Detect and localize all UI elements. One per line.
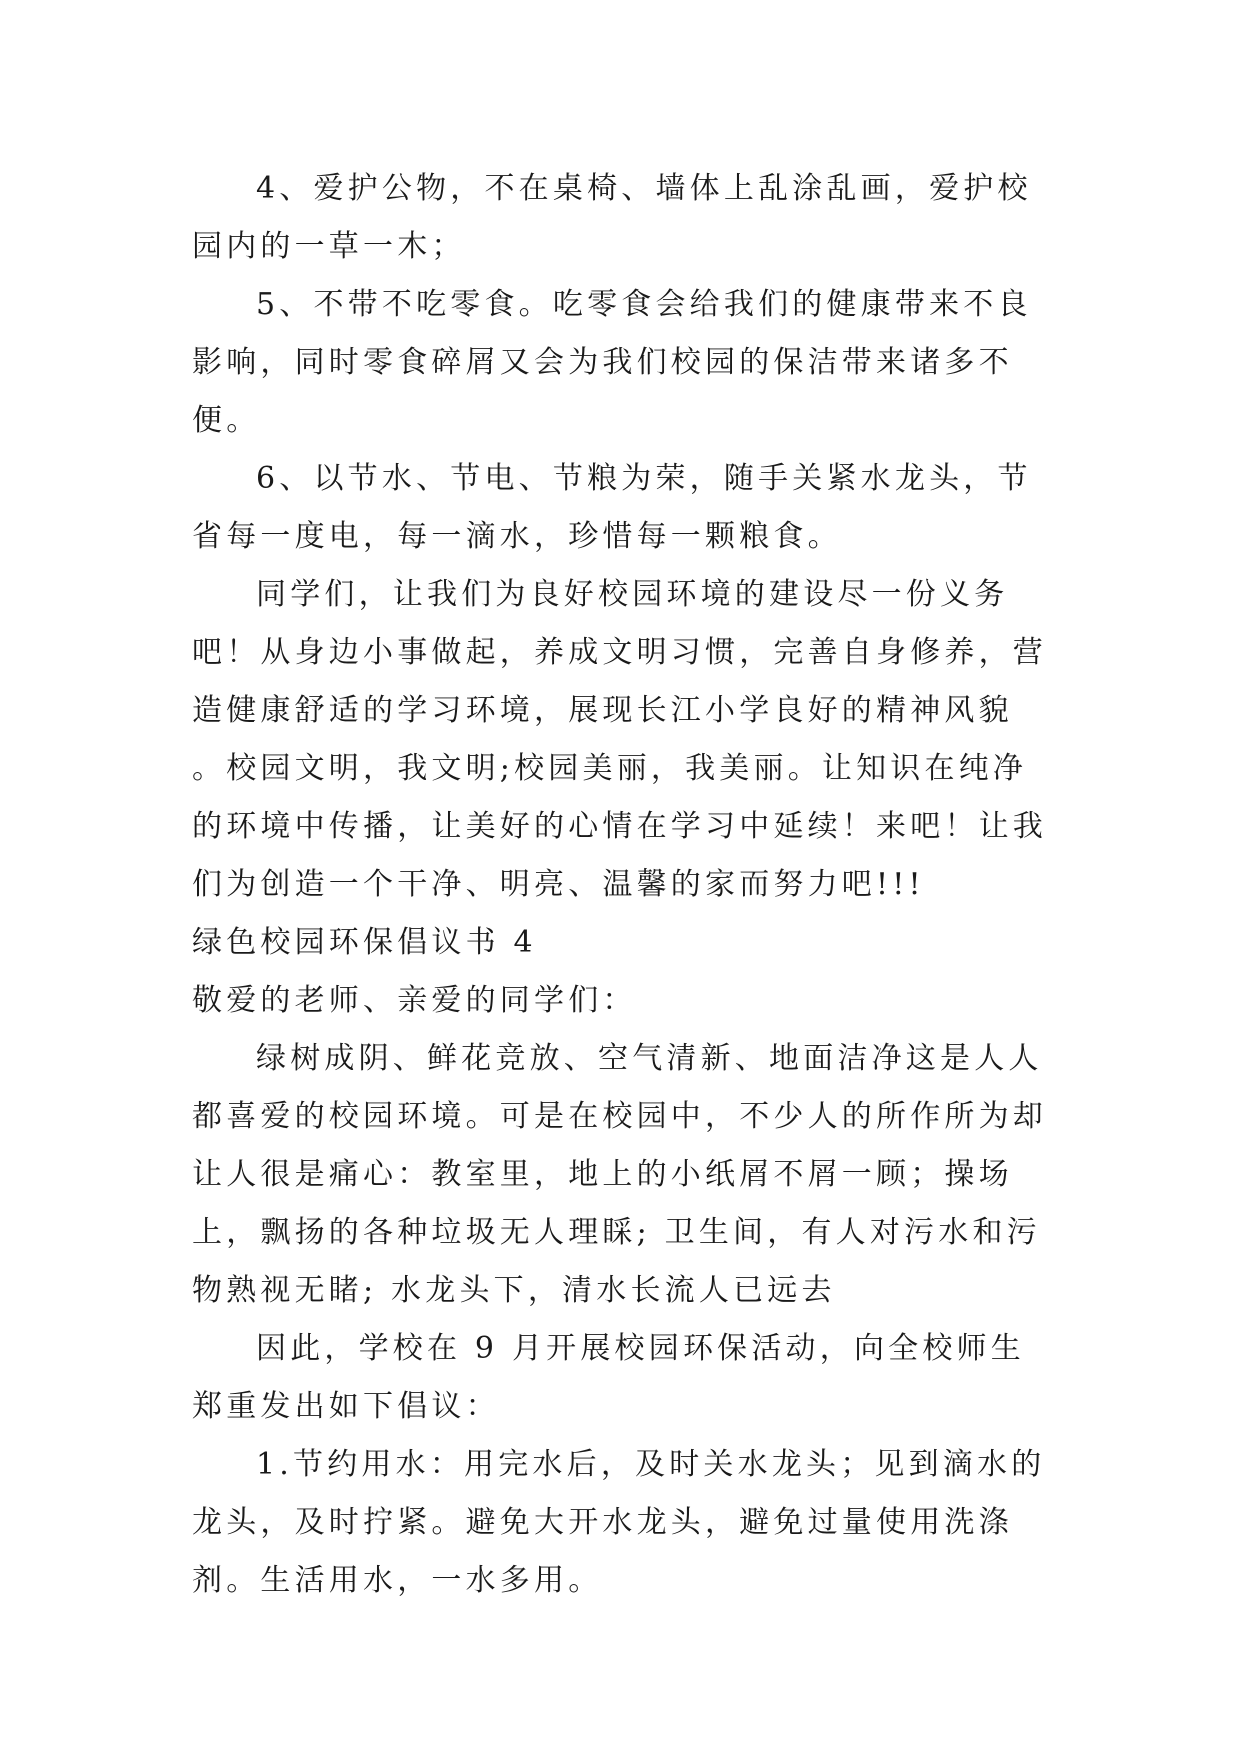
paragraph-closing: 同学们，让我们为良好校园环境的建设尽一份义务吧！从身边小事做起，养成文明习惯，完善自身修养，营造健康舒适的学习环境，展现长江小学良好的精神风貌 。校园文明，我文明;校园美丽，我美丽。让知识在纯净的环境中传播，让美好的心情在学习中延续！来吧！让我们为创造一个干净、明亮、温馨的家而努力吧!!! xyxy=(192,577,1047,902)
paragraph-proposal: 因此，学校在 9 月开展校园环保活动，向全校师生郑重发出如下倡议： xyxy=(192,1331,1025,1424)
document-body xyxy=(192,160,1052,1610)
paragraph-item-5: 5、不带不吃零食。吃零食会给我们的健康带来不良影响，同时零食碎屑又会为我们校园的保洁带来诸多不便。 xyxy=(192,287,1032,438)
paragraph-item-6: 6、以节水、节电、节粮为荣，随手关紧水龙头，节省每一度电，每一滴水，珍惜每一颗粮食。 xyxy=(192,461,1032,554)
paragraph-item-4: 4、爱护公物，不在桌椅、墙体上乱涂乱画，爱护校园内的一草一木； xyxy=(192,171,1032,264)
section-title: 绿色校园环保倡议书 4 xyxy=(192,925,537,960)
paragraph-intro: 绿树成阴、鲜花竞放、空气清新、地面洁净这是人人都喜爱的校园环境。可是在校园中，不少人的所作所为却让人很是痛心：教室里，地上的小纸屑不屑一顾；操场上，飘扬的各种垃圾无人理睬; 卫生间，有人对污水和污物熟视无睹; 水龙头下，清水长流人已远去 xyxy=(192,1041,1047,1308)
paragraph-item-1: 1.节约用水：用完水后，及时关水龙头；见到滴水的龙头，及时拧紧。避免大开水龙头，避免过量使用洗涤剂。生活用水，一水多用。 xyxy=(192,1447,1046,1598)
greeting-line: 敬爱的老师、亲爱的同学们： xyxy=(192,983,637,1018)
